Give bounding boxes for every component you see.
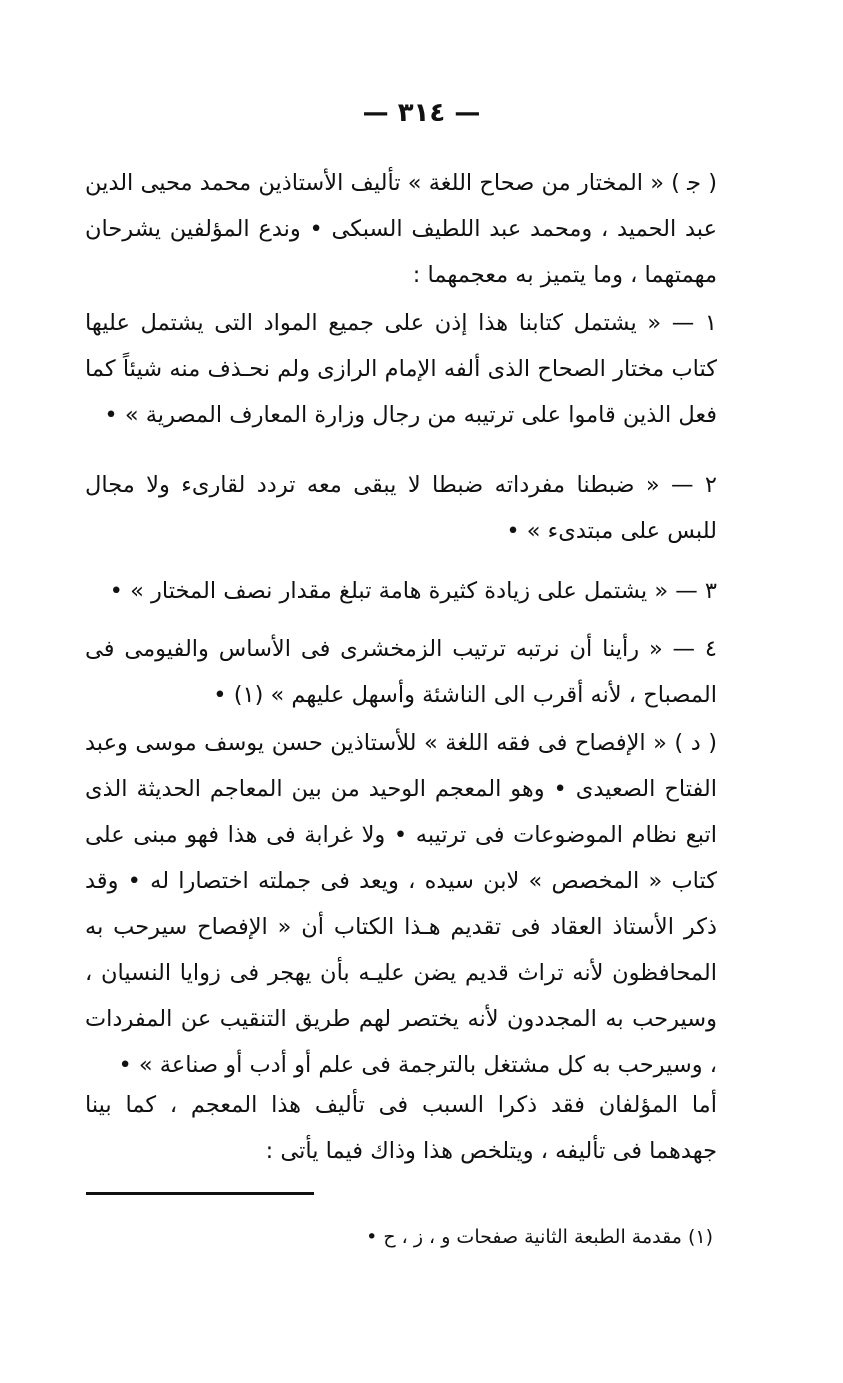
paragraph-text: ٢ — « ضبطنا مفرداته ضبطا لا يبقى معه تردد لقارىء ولا مجال للبس على مبتدىء » •: [85, 472, 717, 544]
footnote-divider: [86, 1192, 314, 1195]
paragraph-item-2: [85, 462, 753, 554]
footnote: (١) مقدمة الطبعة الثانية صفحات و ، ز ، ح •: [366, 1226, 713, 1248]
paragraph-text: ٤ — « رأينا أن نرتبه ترتيب الزمخشرى فى الأساس والفيومى فى المصباح ، لأنه أقرب الى الناشئة وأسهل عليهم » (١) •: [85, 636, 717, 708]
paragraph-jim: [85, 160, 753, 298]
paragraph-text: ١ — « يشتمل كتابنا هذا إذن على جميع المواد التى يشتمل عليها كتاب مختار الصحاح الذى ألفه الإمام الرازى ولم نحـذف منه شيئاً كما فعل الذين قاموا على ترتيبه من رجال وزارة المعارف المصرية » •: [85, 310, 717, 428]
paragraph-item-3: [85, 568, 753, 614]
paragraph-text: ( د ) « الإفصاح فى فقه اللغة » للأستاذين حسن يوسف موسى وعبد الفتاح الصعيدى • وهو المعجم الوحيد من بين المعاجم الحديثة الذى اتبع نظام الموضوعات فى ترتيبه • ولا غرابة فى هذا فهو مبنى على كتاب « المخصص » لابن سيده ، ويعد فى جملته اختصارا له • وقد ذكر الأستاذ العقاد فى تقديم هـذا الكتاب أن « الإفصاح سيرحب به المحافظون لأنه تراث قديم يضن عليـه بأن يهجر فى زوايا النسيان ، وسيرحب به المجددون لأنه يختصر لهم طريق التنقيب عن المفردات ، وسيرحب به كل مشتغل بالترجمة فى علم أو أدب أو صناعة » •: [85, 730, 717, 1078]
paragraph-text: أما المؤلفان فقد ذكرا السبب فى تأليف هذا المعجم ، كما بينا جهدهما فى تأليفه ، ويتلخص هذا وذاك فيما يأتى :: [85, 1092, 717, 1164]
paragraph-closing: [85, 1082, 753, 1174]
page-number: — ٣١٤ —: [362, 98, 481, 128]
paragraph-dal: [85, 720, 753, 1088]
paragraph-text: ٣ — « يشتمل على زيادة كثيرة هامة تبلغ مقدار نصف المختار » •: [109, 578, 717, 604]
paragraph-text: ( ﺟ ) « المختار من صحاح اللغة » تأليف الأستاذين محمد محيى الدين عبد الحميد ، ومحمد عبد اللطيف السبكى • وندع المؤلفين يشرحان مهمتهما ، وما يتميز به معجمهما :: [85, 170, 717, 288]
paragraph-item-4: [85, 626, 753, 718]
paragraph-item-1: [85, 300, 753, 438]
